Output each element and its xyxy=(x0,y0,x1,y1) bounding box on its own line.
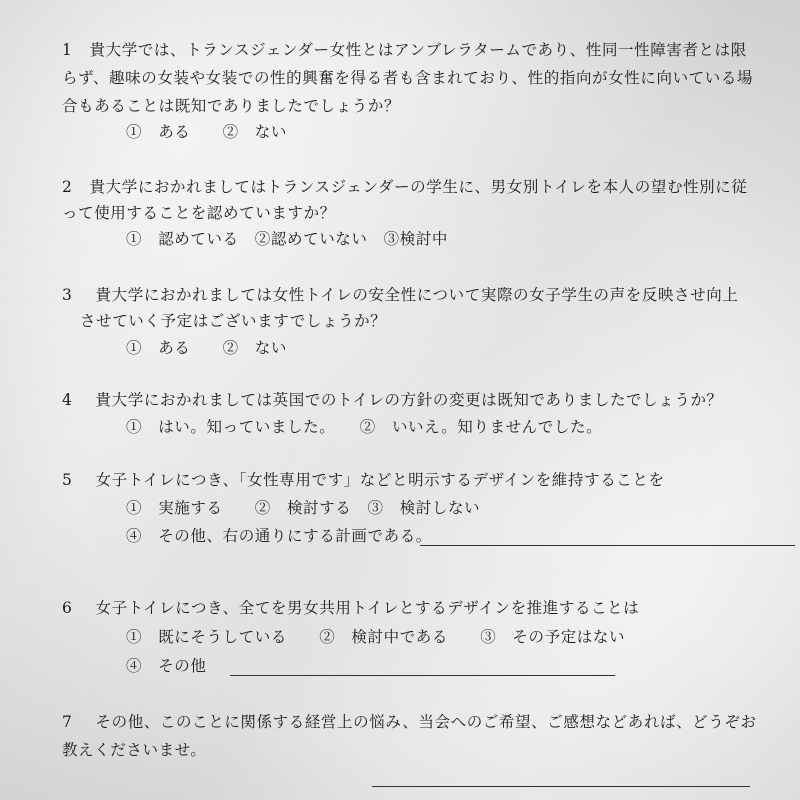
question-2-line-1 xyxy=(62,177,747,197)
question-6-number: 6 xyxy=(62,599,73,617)
question-4-number: 4 xyxy=(62,391,73,409)
question-5-options-2[interactable]: ④ その他、右の通りにする計画である。 xyxy=(126,527,432,545)
question-7-text-2: 教えくださいませ。 xyxy=(62,741,207,759)
question-7-answer-blank[interactable] xyxy=(372,786,750,787)
question-3-text-2: させていく予定はございますでしょうか？ xyxy=(80,312,387,330)
question-3-line-1 xyxy=(62,285,738,305)
question-7-text-1: その他、このことに関係する経営上の悩み、当会へのご希望、ご感想などあれば、どうぞお xyxy=(95,713,757,731)
question-1-text-3: 合もあることは既知でありましたでしょうか？ xyxy=(62,97,401,115)
question-7-number: 7 xyxy=(62,713,73,731)
question-4-options[interactable]: ① はい。知っていました。 ② いいえ。知りませんでした。 xyxy=(126,418,603,436)
question-6-answer-blank[interactable] xyxy=(230,675,615,676)
question-3-options[interactable]: ① ある ② ない xyxy=(126,339,288,357)
question-5-answer-blank[interactable] xyxy=(420,545,795,546)
question-3-text-1: 貴大学におかれましては女性トイレの安全性について実際の女子学生の声を反映させ向上 xyxy=(95,286,739,304)
question-1-text-2: らず、趣味の女装や女装での性的興奮を得る者も含まれており、性的指向が女性に向いている場 xyxy=(62,69,754,87)
question-4-line-1 xyxy=(62,390,723,410)
question-4-text-1: 貴大学におかれましては英国でのトイレの方針の変更は既知でありましたでしょうか？ xyxy=(95,391,723,409)
question-2-number: 2 xyxy=(62,178,73,196)
question-2-text-2: って使用することを認めていますか？ xyxy=(62,204,336,222)
question-1-line-1 xyxy=(62,40,747,60)
question-3-number: 3 xyxy=(62,286,73,304)
question-7-line-1 xyxy=(62,712,757,732)
question-1-number: 1 xyxy=(62,41,73,59)
question-1-text-1: 貴大学では、トランスジェンダー女性とはアンブレラタームであり、性同一性障害者とは限 xyxy=(89,41,747,59)
question-5-line-1 xyxy=(62,470,665,490)
question-5-options-1[interactable]: ① 実施する ② 検討する ③ 検討しない xyxy=(126,499,481,517)
question-5-text-1: 女子トイレにつき、「女性専用です」などと明示するデザインを維持することを xyxy=(95,471,665,489)
question-6-line-1 xyxy=(62,598,639,618)
question-6-text-1: 女子トイレにつき、全てを男女共用トイレとするデザインを推進することは xyxy=(95,599,640,617)
question-2-text-1: 貴大学におかれましてはトランスジェンダーの学生に、男女別トイレを本人の望む性別に従 xyxy=(89,178,748,196)
question-5-number: 5 xyxy=(62,471,73,489)
question-6-options-2[interactable]: ④ その他 xyxy=(126,657,207,675)
question-6-options-1[interactable]: ① 既にそうしている ② 検討中である ③ その予定はない xyxy=(126,628,626,646)
question-1-options[interactable]: ① ある ② ない xyxy=(126,123,288,141)
question-2-options[interactable]: ① 認めている ②認めていない ③検討中 xyxy=(126,230,449,248)
